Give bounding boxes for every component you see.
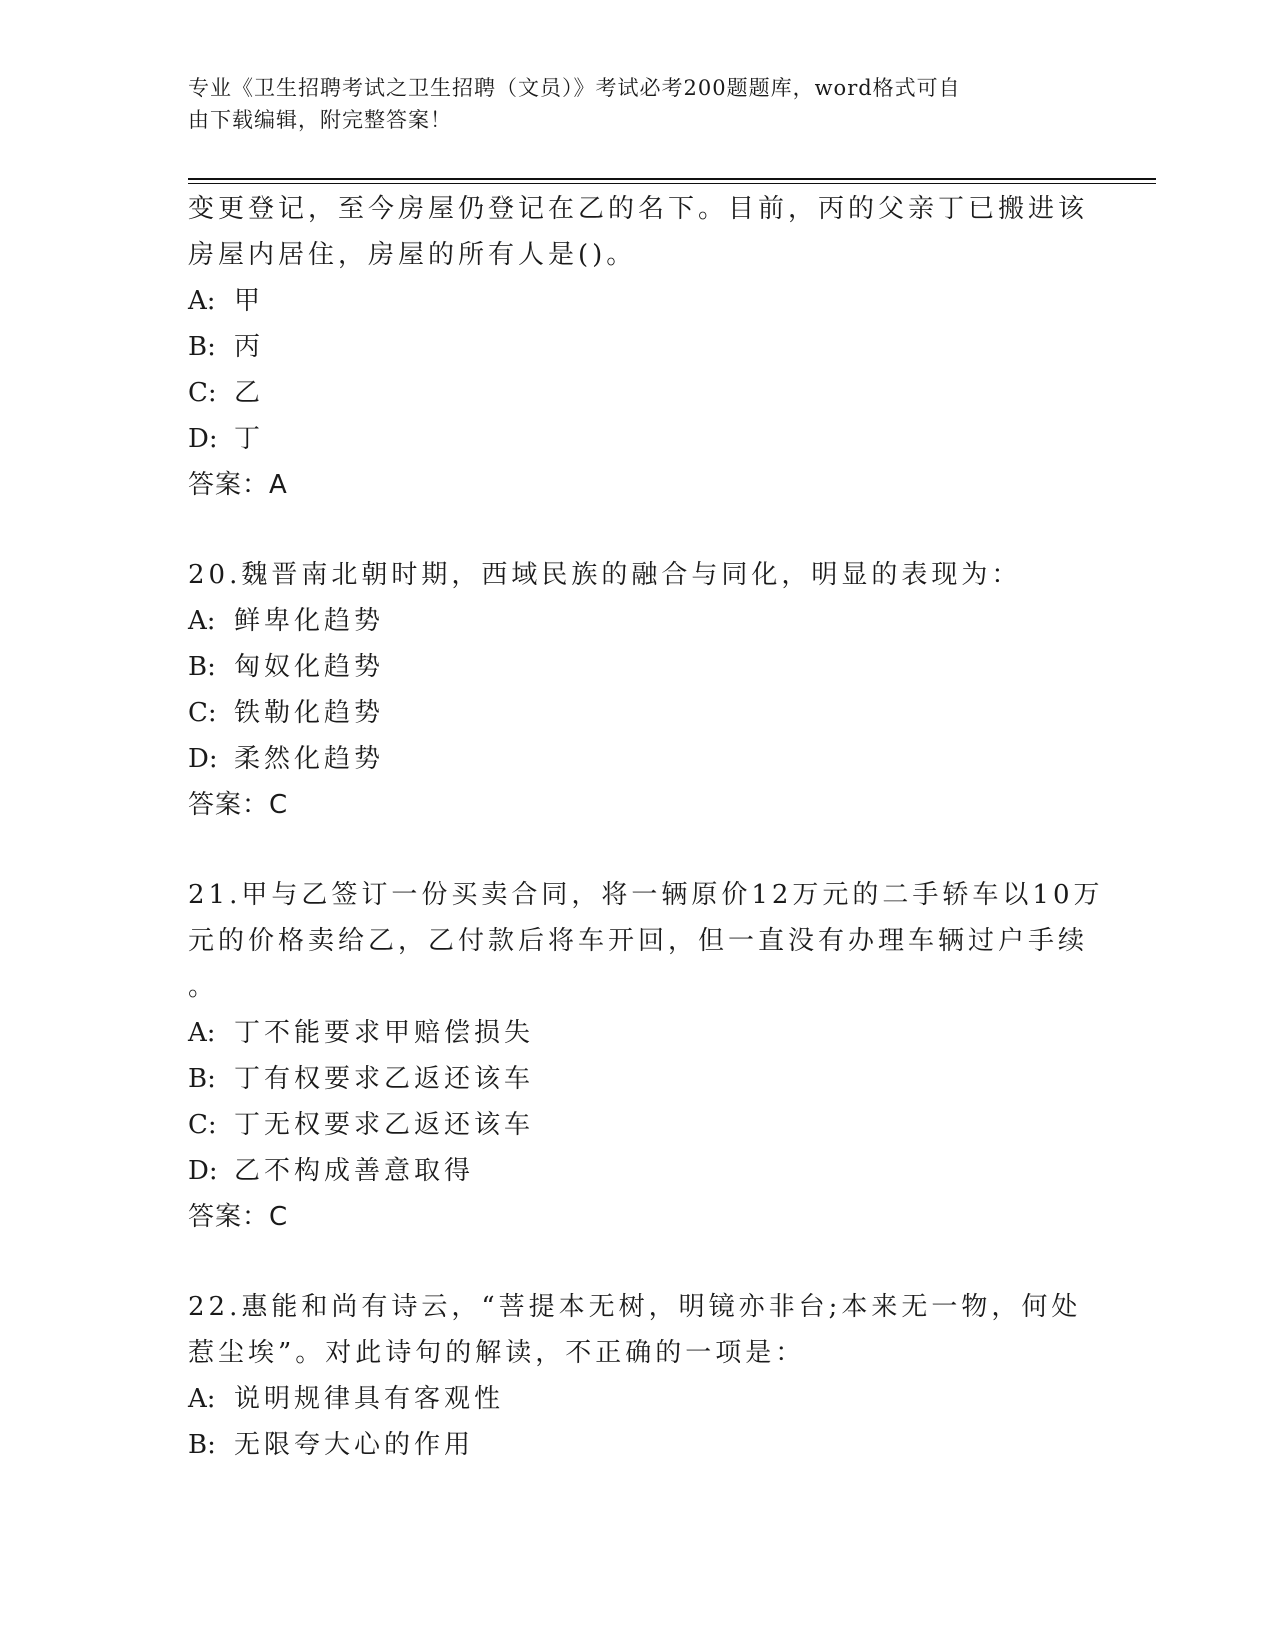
document-header <box>188 72 1068 136</box>
option-label: D: <box>188 744 218 774</box>
question-22 <box>188 1284 1088 1468</box>
question-21 <box>188 872 1104 1240</box>
option-text: 丁 <box>234 424 265 454</box>
option-a <box>188 1376 1088 1422</box>
option-label: C: <box>188 378 217 408</box>
option-text: 无限夸大心的作用 <box>234 1430 475 1460</box>
question-text-line: 。 <box>188 972 219 1002</box>
question-list <box>188 186 1104 1468</box>
question-19 <box>188 186 1088 508</box>
option-label: D: <box>188 1156 218 1186</box>
option-text: 柔然化趋势 <box>234 744 385 774</box>
question-text-line: 22.惠能和尚有诗云，“菩提本无树，明镜亦非台;本来无一物，何处 <box>188 1292 1082 1322</box>
option-text: 说明规律具有客观性 <box>234 1384 505 1414</box>
option-label: B: <box>188 1430 216 1460</box>
question-text-line: 21.甲与乙签订一份买卖合同，将一辆原价12万元的二手轿车以10万 <box>188 880 1104 910</box>
option-b <box>188 644 1088 690</box>
option-label: B: <box>188 332 216 362</box>
option-text: 丙 <box>234 332 265 362</box>
option-label: C: <box>188 698 217 728</box>
option-label: B: <box>188 1064 216 1094</box>
option-d <box>188 736 1088 782</box>
option-text: 乙不构成善意取得 <box>234 1156 475 1186</box>
answer-line: 答案：C <box>188 790 289 820</box>
option-text: 甲 <box>234 286 265 316</box>
option-label: A: <box>188 606 216 636</box>
option-a <box>188 278 1088 324</box>
header-divider-thick <box>188 178 1156 180</box>
option-a <box>188 1010 1088 1056</box>
option-label: A: <box>188 1384 216 1414</box>
option-a <box>188 598 1088 644</box>
option-label: A: <box>188 286 216 316</box>
question-text-line: 惹尘埃”。对此诗句的解读，不正确的一项是： <box>188 1338 806 1368</box>
question-20 <box>188 552 1088 828</box>
question-text-line: 变更登记，至今房屋仍登记在乙的名下。目前，丙的父亲丁已搬进该 <box>188 194 1089 224</box>
header-divider-thin <box>188 183 1156 184</box>
option-b <box>188 1056 1088 1102</box>
option-c <box>188 690 1088 736</box>
option-c <box>188 1102 1088 1148</box>
option-text: 丁不能要求甲赔偿损失 <box>234 1018 535 1048</box>
option-text: 丁无权要求乙返还该车 <box>234 1110 535 1140</box>
option-text: 匈奴化趋势 <box>234 652 385 682</box>
option-c <box>188 370 1088 416</box>
option-text: 丁有权要求乙返还该车 <box>234 1064 535 1094</box>
option-label: B: <box>188 652 216 682</box>
option-text: 乙 <box>234 378 265 408</box>
option-b <box>188 324 1088 370</box>
option-d <box>188 1148 1088 1194</box>
answer-line: 答案：A <box>188 470 288 500</box>
question-text-line: 房屋内居住，房屋的所有人是()。 <box>188 240 637 270</box>
header-line-1: 专业《卫生招聘考试之卫生招聘（文员）》考试必考200题题库，word格式可自 <box>188 76 961 100</box>
option-label: A: <box>188 1018 216 1048</box>
question-text-line: 20.魏晋南北朝时期，西域民族的融合与同化，明显的表现为： <box>188 560 1022 590</box>
option-d <box>188 416 1088 462</box>
answer-line: 答案：C <box>188 1202 289 1232</box>
option-text: 鲜卑化趋势 <box>234 606 385 636</box>
header-line-2: 由下载编辑，附完整答案！ <box>188 108 452 132</box>
question-text-line: 元的价格卖给乙，乙付款后将车开回，但一直没有办理车辆过户手续 <box>188 926 1089 956</box>
option-label: D: <box>188 424 218 454</box>
option-text: 铁勒化趋势 <box>234 698 385 728</box>
option-b <box>188 1422 1088 1468</box>
option-label: C: <box>188 1110 217 1140</box>
